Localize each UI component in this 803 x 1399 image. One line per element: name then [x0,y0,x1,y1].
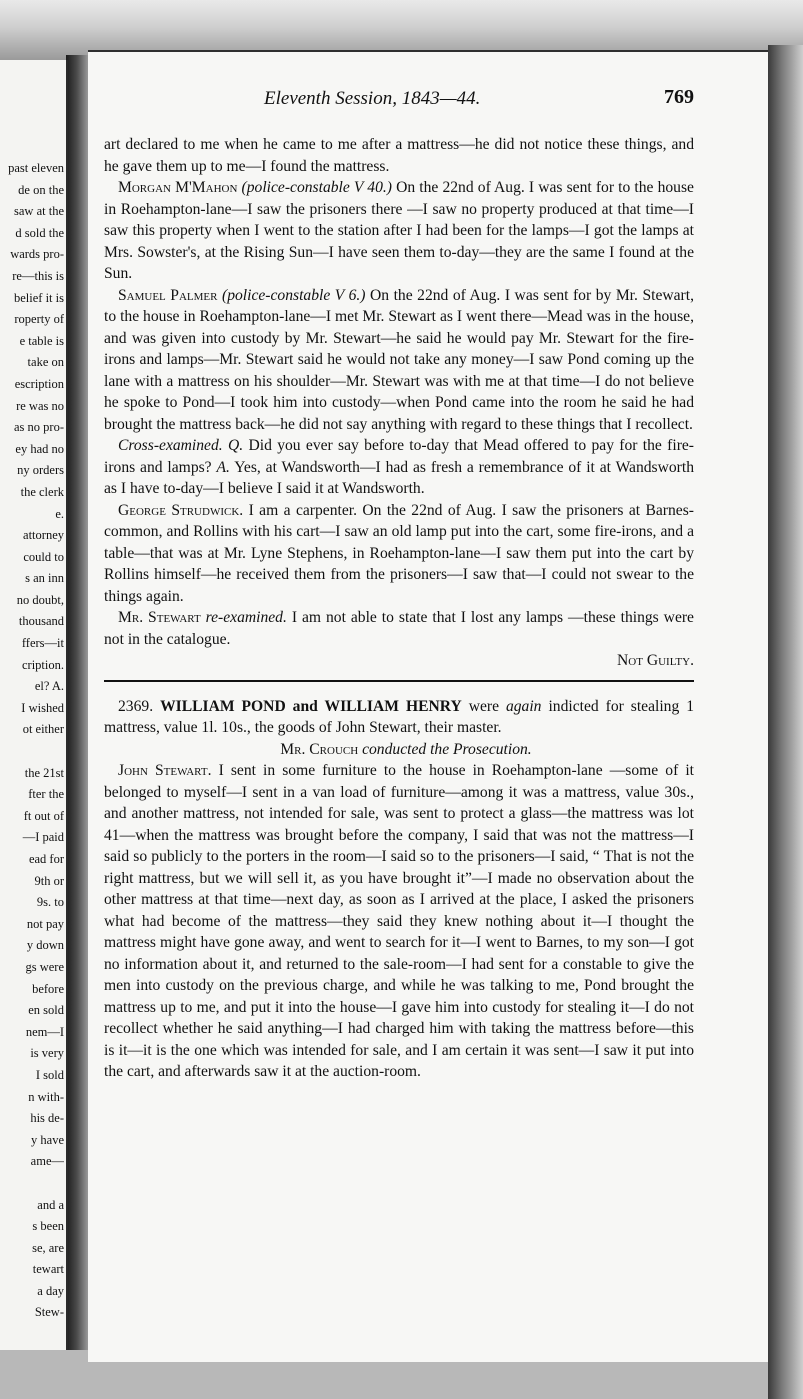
left-page-line: as no pro- [14,420,64,435]
testimony-mmahon [104,177,694,285]
left-page-line: s been [32,1219,64,1234]
left-page-line: before [32,981,64,996]
testimony-stewart [104,760,694,1083]
left-page-line: no doubt, [16,592,64,607]
left-page-line: d sold the [15,225,64,240]
left-page-line: I sold [35,1067,64,1082]
left-page-line: n with- [28,1089,64,1104]
left-page-line: 9th or [34,873,64,888]
witness-role: (police-constable V 40.) [241,179,392,196]
testimony-text: I sent in some furniture to the house in Roehampton-lane —some of it belonged to myself—I sent in a van load of furniture—among it was a mattress, value 30s., and another mattress, not intended for sale, was sent to protect a glass—the mattress was lot 41—when the mattress was brought before the company, I said that was not the mattress—I said so publicly to the porters in the room—I said so to the prisoners—I said, “ That is not the right mattress, but we will sell it, as you have brought it”—I made no observation about the other mattress at that time—next day, as soon as I arrived at the place, I asked the prisoners what had become of the mattress—they said they knew nothing about it—I thought the mattress might have gone away, and went to search for it—I went to Barnes, to my son—I got no information about it, and returned to the sale-room—I had sent for a constable to give the men into custody on the previous charge, and while he was talking to me, Pond brought the mattress up to me, and put it into the house—I gave him into custody for stealing it—I do not recollect whether he said anything—I had charged him with taking the mattress before—this is it—it is the one which was intended for sale, and I am certain it was sent—I saw it put into the cart, and afterwards saw it at the auction-room. [104,762,694,1080]
left-page-line: ft out of [23,808,64,823]
verdict-text: Not Guilty. [617,652,694,669]
testimony-text: On the 22nd of Aug. I was sent for by Mr. Stewart, to the house in Roehampton-lane—I met Mr. Stewart as I went there—Mead was in the house, and was given into custody by Mr. Stewart—he said he would pay Mr. Stewart for the fire-irons and lamps—Mr. Stewart said he would not take any money—I saw Pond coming up the lane with a mattress on his shoulder—Mr. Stewart was with me at that time—I do not believe he spoke to Pond—I took him into custody—when Pond came into the room he said he had brought the mattress back—he did not say anything with regard to these things that I recollect. [104,286,694,433]
running-head: Eleventh Session, 1843—44. [264,88,481,109]
left-page-line: fter the [28,787,64,802]
testimony-text: I am not able to state that I lost any lamps —these things were not in the catalogue. [104,609,694,648]
case-heading [104,696,694,739]
page-header [104,86,704,116]
section-divider [104,680,694,682]
left-page-line: gs were [25,959,64,974]
testimony-text: On the 22nd of Aug. I was sent for to the house in Roehampton-lane—I saw the prisoners there —I saw no property produced at that time—I saw this property when I went to the station after I had been for the lamps—I got the lamps at Mrs. Sowster's, at the Rising Sun—I have seen them to-day—they are the same I found at the Sun. [104,179,694,282]
left-page-line: ead for [28,852,64,866]
question-marker: Q. [228,437,244,454]
left-page-line: past eleven [8,161,64,175]
left-page-line: e table is [19,333,64,348]
left-page-line: Stew- [34,1305,64,1320]
left-page-line: belief it is [14,290,64,305]
left-page-line: attorney [23,528,64,543]
left-page-line: nem—I [25,1024,64,1039]
left-page-line: y down [26,938,64,953]
left-page-gap [2,1173,64,1195]
left-page-line: thousand [18,614,64,629]
witness-name: Morgan M'Mahon [118,179,238,196]
left-page-line: ame— [30,1154,64,1169]
left-page-line: re—this is [12,268,64,283]
case-again: again [505,697,542,715]
left-page-line: 9s. to [36,895,64,910]
case-number: 2369. [118,697,154,715]
left-page-line: s an inn [25,571,64,586]
left-page-line: ny orders [17,463,64,478]
indictment-text: indicted for stealing 1 mattress, value 1l. 10s., the goods of John Stewart, their master. [104,697,695,736]
witness-name: George Strudwick. [118,501,244,519]
left-page-line: de on the [18,182,64,197]
left-page-edge [0,60,68,1350]
prosecutor-name: Mr. Crouch [280,740,359,758]
witness-name: John Stewart. [118,762,212,779]
left-page-line: se, are [32,1240,64,1255]
left-page-line: ot either [22,722,64,737]
left-page-line: I wished [21,700,64,715]
left-page-line: is very [30,1046,64,1061]
left-page-line: saw at the [14,204,64,219]
left-page-line: a day [37,1283,64,1298]
verdict [104,650,694,672]
left-page-line: not pay [26,916,64,931]
book-gutter [66,55,88,1375]
cross-examined-label: Cross-examined. [118,437,223,454]
witness-name: Samuel Palmer [118,286,218,304]
cross-examination [104,435,694,500]
re-examined-label: re-examined. [205,609,287,626]
left-page-line: ey had no [15,441,64,456]
paragraph-continuation: art declared to me when he came to me after a mattress—he did not notice these things, and he gave them up to me—I found the mattress. [104,136,694,175]
left-page-line: cription. [21,657,64,672]
prosecution-text: conducted the Prosecution. [362,740,532,758]
left-page-line: ffers—it [21,636,64,651]
testimony-palmer [104,285,694,436]
page-body [104,134,694,1083]
left-page-line: roperty of [14,312,64,327]
question-text: Did you ever say before to-day that Mead offered to pay for the fire-irons and lamps? [104,437,694,476]
left-page-line: his de- [30,1111,64,1126]
page-number: 769 [664,86,694,108]
left-page-line: could to [23,549,64,564]
left-page-gap [2,741,64,763]
left-page-line: el? A. [34,679,64,694]
left-page-text-fragments [2,158,64,1324]
testimony-text: I am a carpenter. On the 22nd of Aug. I saw the prisoners at Barnes-common, and Rollins with his cart—I saw an old lamp put into the cart, some fire-irons, and a table—that was at Mr. Lyne Stephens, in Roehampton-lane—I saw them put into the cart by Rollins himself—he received them from the prisoners—I saw that—I could not swear to the things again. [104,501,694,605]
testimony-strudwick [104,500,694,608]
prosecution-note [104,739,694,761]
left-page-line: and a [37,1197,64,1212]
left-page-line: wards pro- [10,247,64,262]
left-page-line: re was no [16,398,64,413]
re-examination [104,607,694,650]
left-page-line: tewart [32,1262,64,1277]
left-page-line: y have [31,1132,64,1147]
case-were: were [468,697,499,715]
defendant-names: WILLIAM POND and WILLIAM HENRY [160,697,462,715]
left-page-line: en sold [28,1003,64,1018]
left-page-line: escription [14,376,64,391]
answer-marker: A. [216,458,230,476]
left-page-line: the 21st [24,765,64,780]
witness-role: (police-constable V 6.) [222,286,366,304]
left-page-line: the clerk [20,484,64,499]
scan-right-margin [768,45,803,1399]
left-page-line: take on [27,355,64,370]
left-page-line: e. [55,506,64,521]
witness-name: Mr. Stewart [118,609,201,626]
left-page-line: —I paid [22,830,64,845]
answer-text: Yes, at Wandsworth—I had as fresh a remembrance of it at Wandsworth as I have to-day—I believe I said it at Wandsworth. [104,458,695,497]
